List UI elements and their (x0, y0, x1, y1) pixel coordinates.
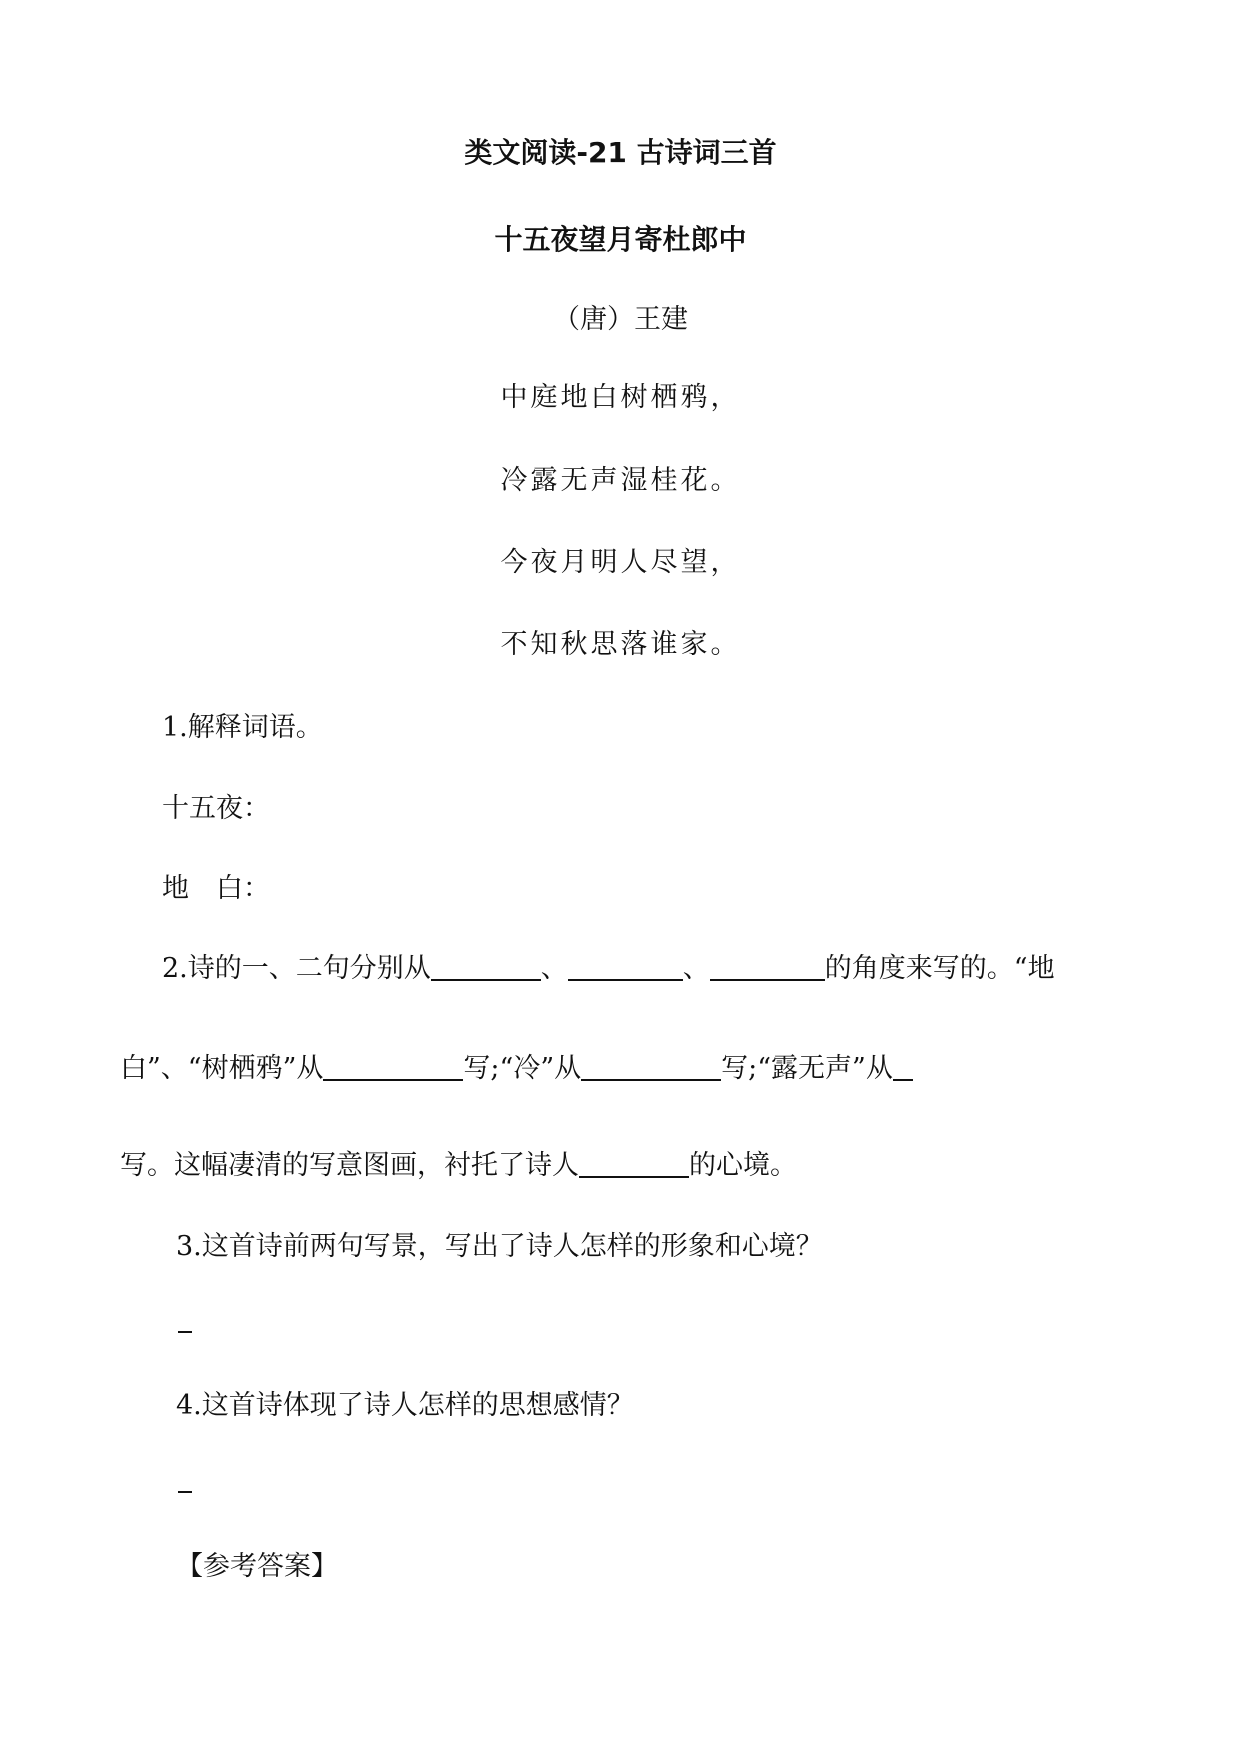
question-1-term-2: 地 白： (162, 873, 270, 904)
answer-blank[interactable] (431, 955, 541, 981)
question-1-label: 1.解释词语。 (162, 712, 323, 743)
poem-line-1: 中庭地白树栖鸦， (500, 382, 741, 413)
question-2-line-2 (120, 1046, 913, 1085)
answer-line[interactable] (178, 1491, 192, 1493)
question-2-text-a: 2.诗的一、二句分别从 (162, 953, 431, 984)
document-title: 类文阅读-21 古诗词三首 (464, 136, 777, 169)
question-3-text: 3.这首诗前两句写景，写出了诗人怎样的形象和心境？ (176, 1231, 823, 1262)
question-2-text-d: 写;“冷”从 (463, 1053, 582, 1084)
question-2-separator-2: 、 (682, 953, 710, 984)
answer-blank[interactable] (568, 955, 683, 981)
question-2-text-c: 白”、“树栖鸦”从 (120, 1053, 324, 1084)
question-2-line-3 (120, 1143, 797, 1182)
question-4-text: 4.这首诗体现了诗人怎样的思想感情？ (176, 1390, 634, 1421)
answer-line[interactable] (178, 1331, 192, 1333)
question-2-text-e: 写;“露无声”从 (721, 1053, 893, 1084)
question-2-text-b: 的角度来写的。“地 (824, 953, 1055, 984)
answer-section-header: 【参考答案】 (176, 1551, 338, 1582)
answer-blank[interactable] (893, 1055, 913, 1081)
poem-line-4: 不知秋思落谁家。 (500, 629, 741, 660)
question-2-line-1 (162, 946, 1055, 985)
question-2-separator-1: 、 (540, 953, 568, 984)
poem-title: 十五夜望月寄杜郎中 (494, 223, 747, 256)
poem-author: （唐）王建 (553, 304, 688, 335)
answer-blank[interactable] (710, 955, 825, 981)
question-1-term-1: 十五夜： (162, 793, 270, 824)
poem-line-3: 今夜月明人尽望， (500, 547, 741, 578)
answer-blank[interactable] (579, 1152, 689, 1178)
question-2-text-f: 写。这幅凄清的写意图画，衬托了诗人 (120, 1150, 579, 1181)
poem-line-2: 冷露无声湿桂花。 (500, 465, 741, 496)
question-2-text-g: 的心境。 (689, 1150, 797, 1181)
answer-blank[interactable] (581, 1055, 721, 1081)
answer-blank[interactable] (323, 1055, 463, 1081)
